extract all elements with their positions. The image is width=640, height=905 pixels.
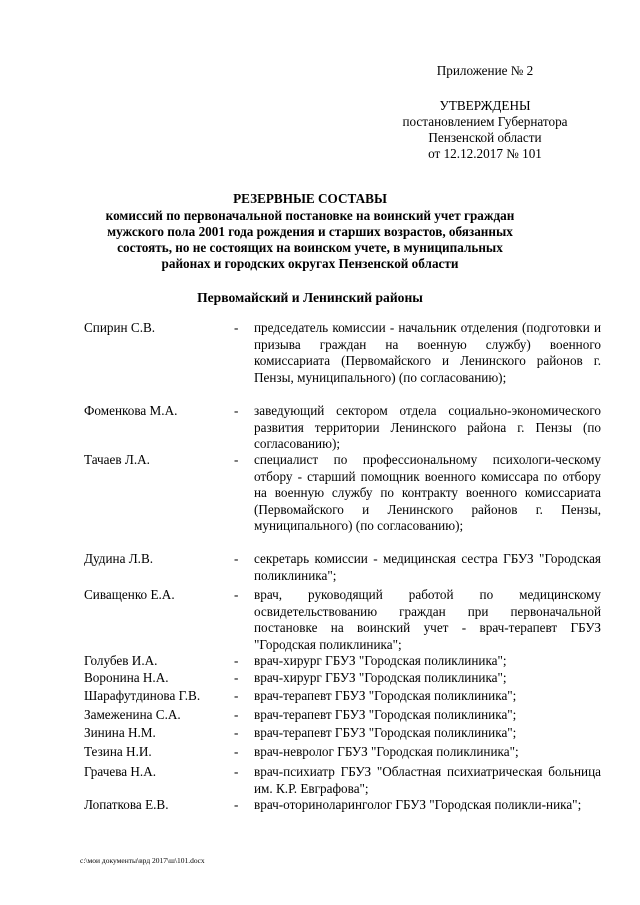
member-name: Спирин С.В. [84, 320, 156, 335]
document-title-line3: мужского пола 2001 года рождения и старших возрастов, обязанных [107, 224, 513, 239]
member-name: Грачева Н.А. [84, 764, 157, 779]
member-name: Фоменкова М.А. [84, 403, 178, 418]
member-role: врач-психиатр ГБУЗ "Областная психиатрическая больница им. К.Р. Евграфова"; [254, 764, 601, 796]
member-role: секретарь комиссии - медицинская сестра ГБУЗ "Городская поликлиника"; [254, 551, 601, 583]
member-role: председатель комиссии - начальник отделения (подготовки и призыва граждан на военную службу) военного комиссариата (Первомайского и Ленинского районов г. Пензы, муниципального) (по согласованию); [254, 320, 601, 385]
member-dash: - [234, 653, 239, 668]
member-name: Дудина Л.В. [84, 551, 154, 566]
approved-date-line: от 12.12.2017 № 101 [428, 146, 542, 161]
member-role: врач-хирург ГБУЗ "Городская поликлиника"; [254, 670, 507, 685]
member-role: врач-терапевт ГБУЗ "Городская поликлиника"; [254, 725, 517, 740]
member-role: врач-терапевт ГБУЗ "Городская поликлиника"; [254, 707, 517, 722]
member-role: врач-оториноларинголог ГБУЗ "Городская поликли-ника"; [254, 797, 582, 812]
member-dash: - [234, 744, 239, 759]
member-name: Тезина Н.И. [84, 744, 152, 759]
document-title-line2: комиссий по первоначальной постановке на воинский учет граждан [105, 208, 515, 223]
member-name: Воронина Н.А. [84, 670, 169, 685]
section-heading: Первомайский и Ленинский районы [197, 290, 423, 305]
member-role: врач-хирург ГБУЗ "Городская поликлиника"; [254, 653, 507, 668]
member-role: врач, руководящий работой по медицинскому освидетельствованию граждан при первоначальной постановке на воинский учет - врач-терапевт ГБУЗ "Городская поликлиника"; [254, 587, 601, 652]
document-title: РЕЗЕРВНЫЕ СОСТАВЫ [233, 191, 387, 206]
member-dash: - [234, 403, 239, 418]
member-name: Сиващенко Е.А. [84, 587, 175, 602]
footer-file-path: c:\мои документы\врд 2017\ш\101.docx [80, 856, 205, 865]
member-dash: - [234, 688, 239, 703]
member-dash: - [234, 670, 239, 685]
member-dash: - [234, 707, 239, 722]
approved-label: УТВЕРЖДЕНЫ [439, 98, 531, 113]
member-role: специалист по профессиональному психологи-ческому отбору - старший помощник военного комиссара по отбору на военную службу по контракту военного комиссариата (Первомайского и Ленинского районов г. Пензы, муниципального) (по согласованию); [254, 452, 601, 534]
member-dash: - [234, 587, 239, 602]
member-dash: - [234, 452, 239, 467]
member-role: врач-терапевт ГБУЗ "Городская поликлиника"; [254, 688, 517, 703]
document-title-line4: состоять, но не состоящих на воинском учете, в муниципальных [117, 240, 503, 255]
approved-by-line1: постановлением Губернатора [402, 114, 568, 129]
member-dash: - [234, 764, 239, 779]
member-role: врач-невролог ГБУЗ "Городская поликлиника"; [254, 744, 519, 759]
member-dash: - [234, 320, 239, 335]
appendix-label: Приложение № 2 [436, 63, 534, 78]
member-name: Замеженина С.А. [84, 707, 181, 722]
member-name: Лопаткова Е.В. [84, 797, 169, 812]
document-title-line5: районах и городских округах Пензенской области [161, 256, 459, 271]
member-name: Шарафутдинова Г.В. [84, 688, 201, 703]
approved-by-line2: Пензенской области [428, 130, 542, 145]
member-dash: - [234, 725, 239, 740]
member-dash: - [234, 551, 239, 566]
member-role: заведующий сектором отдела социально-экономического развития территории Ленинского района г. Пензы (по согласованию); [254, 403, 601, 452]
member-name: Тачаев Л.А. [84, 452, 150, 467]
member-dash: - [234, 797, 239, 812]
member-name: Голубев И.А. [84, 653, 158, 668]
member-name: Зинина Н.М. [84, 725, 156, 740]
